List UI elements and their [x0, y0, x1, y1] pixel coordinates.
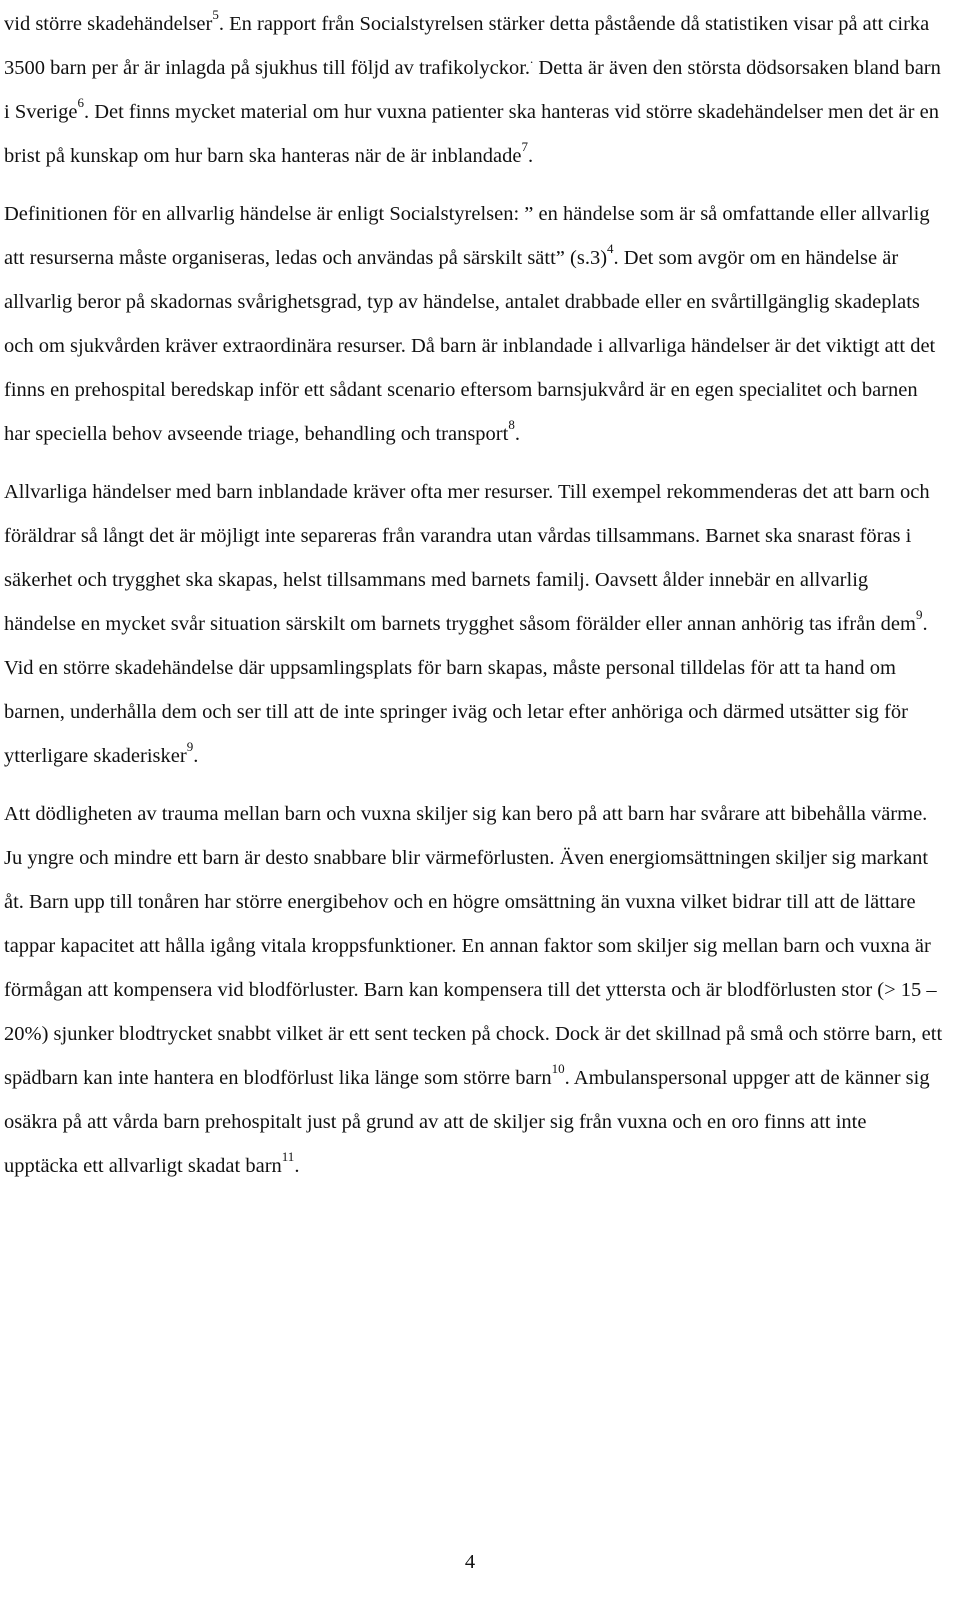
text-segment: .	[527, 145, 534, 167]
footnote-reference: 4	[607, 241, 614, 257]
text-segment: . Vid en större skadehändelse där uppsamlingsplats för barn skapas, måste personal tilldelas för att ta hand om barnen, underhålla dem och ser till att de inte springer iväg och letar efter anhöriga och därmed utsätter sig för ytterligare skaderisker	[4, 613, 928, 767]
text-segment: .	[193, 745, 199, 767]
paragraph	[4, 192, 944, 456]
text-segment: vid större skadehändelser	[4, 13, 213, 35]
text-segment: . Det som avgör om en händelse är allvarlig beror på skadornas svårighetsgrad, typ av händelse, antalet drabbade eller en svårtillgänglig skadeplats och om sjukvården kräver extraordinära resurser. Då barn är inblandade i allvarliga händelser är det viktigt att det finns en prehospital beredskap inför ett sådant scenario eftersom barnsjukvård är en egen specialitet och barnen har speciella behov avseende triage, behandling och transport	[4, 247, 936, 445]
text-segment: .	[294, 1155, 300, 1177]
document-body	[4, 2, 944, 1188]
paragraph	[4, 470, 944, 778]
text-segment: . En rapport från Socialstyrelsen stärker detta påstående då statistiken visar på att cirka 3500 barn per år är inlagda på sjukhus till följd av trafikolyckor.	[4, 13, 930, 79]
text-segment: Detta är även den största dödsorsaken bland barn i Sverige	[4, 57, 941, 123]
footnote-reference: 9	[186, 739, 194, 755]
footnote-reference: 5	[212, 7, 219, 23]
footnote-reference: .	[530, 51, 534, 67]
text-segment: .	[514, 423, 520, 445]
footnote-reference: 11	[281, 1149, 295, 1165]
text-segment: Att dödligheten av trauma mellan barn och vuxna skiljer sig kan bero på att barn har svårare att bibehålla värme. Ju yngre och mindre ett barn är desto snabbare blir värmeförlusten. Även energiomsättningen skiljer sig markant åt. Barn upp till tonåren har större energibehov och en högre omsättning än vuxna vilket bidrar till att de lättare tappar kapacitet att hålla igång vitala kroppsfunktioner. En annan faktor som skiljer sig mellan barn och vuxna är förmågan att kompensera vid blodförluster. Barn kan kompensera till det yttersta och är blodförlusten stor (> 15 – 20%) sjunker blodtrycket snabbt vilket är ett sent tecken på chock. Dock är det skillnad på små och större barn, ett spädbarn kan inte hantera en blodförlust lika länge som större barn	[4, 803, 943, 1089]
footnote-reference: 10	[551, 1061, 565, 1077]
footnote-reference: 7	[521, 139, 528, 155]
page-number: 4	[464, 1551, 476, 1573]
text-segment: . Det finns mycket material om hur vuxna patienter ska hanteras vid större skadehändelser men det är en brist på kunskap om hur barn ska hanteras när de är inblandade	[4, 101, 939, 167]
text-segment: . Ambulanspersonal uppger att de känner sig osäkra på att vårda barn prehospitalt just på grund av att de skiljer sig från vuxna och en oro finns att inte upptäcka ett allvarligt skadat barn	[4, 1067, 930, 1177]
footnote-reference: 6	[77, 95, 84, 111]
footnote-reference: 9	[915, 607, 923, 623]
text-segment: Definitionen för en allvarlig händelse är enligt Socialstyrelsen: ” en händelse som är så omfattande eller allvarlig att resurserna måste organiseras, ledas och användas på särskilt sätt” (s.3)	[4, 203, 930, 269]
footnote-reference: 8	[508, 417, 515, 433]
paragraph	[4, 2, 944, 178]
paragraph	[4, 792, 944, 1188]
text-segment: Allvarliga händelser med barn inblandade kräver ofta mer resurser. Till exempel rekommenderas det att barn och föräldrar så långt det är möjligt inte separeras från varandra utan vårdas tillsammans. Barnet ska snarast föras i säkerhet och trygghet ska skapas, helst tillsammans med barnets familj. Oavsett ålder innebär en allvarlig händelse en mycket svår situation särskilt om barnets trygghet såsom förälder eller annan anhörig tas ifrån dem	[4, 481, 930, 635]
